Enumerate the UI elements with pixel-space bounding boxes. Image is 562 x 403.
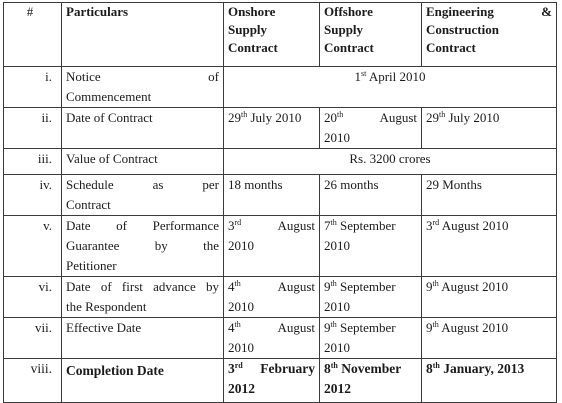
table-row [4,108,557,149]
particulars-cell: Schedule as per Contract [62,175,224,216]
row-number: viii. [4,359,62,403]
particulars-cell: Date of Contract [62,108,224,149]
table-row [4,359,557,403]
header-onshore-supply-contract: Onshore Supply Contract [224,3,320,67]
row-number: vi. [4,277,62,318]
onshore-value-cell: 4th August 2010 [224,318,320,359]
engineering-value-cell: 8th January, 2013 [422,359,557,403]
row-number: v. [4,216,62,277]
particulars-cell: Date of first advance by the Respondent [62,277,224,318]
contract-value-merged-cell: Rs. 3200 crores [224,149,557,175]
header-particulars: Particulars [62,3,224,67]
header-engineering-construction-contract: Engineering & Construction Contract [422,3,557,67]
engineering-value-cell: 29th July 2010 [422,108,557,149]
particulars-cell: Completion Date [62,359,224,403]
offshore-value-cell: 9th September 2010 [320,277,422,318]
commencement-date-merged-cell: 1st April 2010 [224,67,557,108]
particulars-cell: Notice of Commencement [62,67,224,108]
engineering-value-cell: 9th August 2010 [422,318,557,359]
table-row [4,318,557,359]
offshore-value-cell: 7th September 2010 [320,216,422,277]
table-row [4,175,557,216]
particulars-cell: Value of Contract [62,149,224,175]
header-offshore-supply-contract: Offshore Supply Contract [320,3,422,67]
row-number: iv. [4,175,62,216]
onshore-value-cell: 3rd August 2010 [224,216,320,277]
onshore-value-cell: 3rd February 2012 [224,359,320,403]
onshore-value-cell: 18 months [224,175,320,216]
onshore-value-cell: 4th August 2010 [224,277,320,318]
particulars-cell: Effective Date [62,318,224,359]
engineering-value-cell: 29 Months [422,175,557,216]
contract-dates-table [3,2,557,403]
row-number: ii. [4,108,62,149]
table-row [4,216,557,277]
table-row [4,67,557,108]
table-row [4,149,557,175]
engineering-value-cell: 9th August 2010 [422,277,557,318]
particulars-cell: Date of Performance Guarantee by the Petitioner [62,216,224,277]
onshore-value-cell: 29th July 2010 [224,108,320,149]
offshore-value-cell: 26 months [320,175,422,216]
header-serial-number: # [4,3,62,67]
contract-schedule-document [3,2,556,400]
offshore-value-cell: 8th November 2012 [320,359,422,403]
table-row [4,277,557,318]
row-number: vii. [4,318,62,359]
row-number: iii. [4,149,62,175]
row-number: i. [4,67,62,108]
engineering-value-cell: 3rd August 2010 [422,216,557,277]
table-header-row [4,3,557,67]
offshore-value-cell: 20th August 2010 [320,108,422,149]
offshore-value-cell: 9th September 2010 [320,318,422,359]
